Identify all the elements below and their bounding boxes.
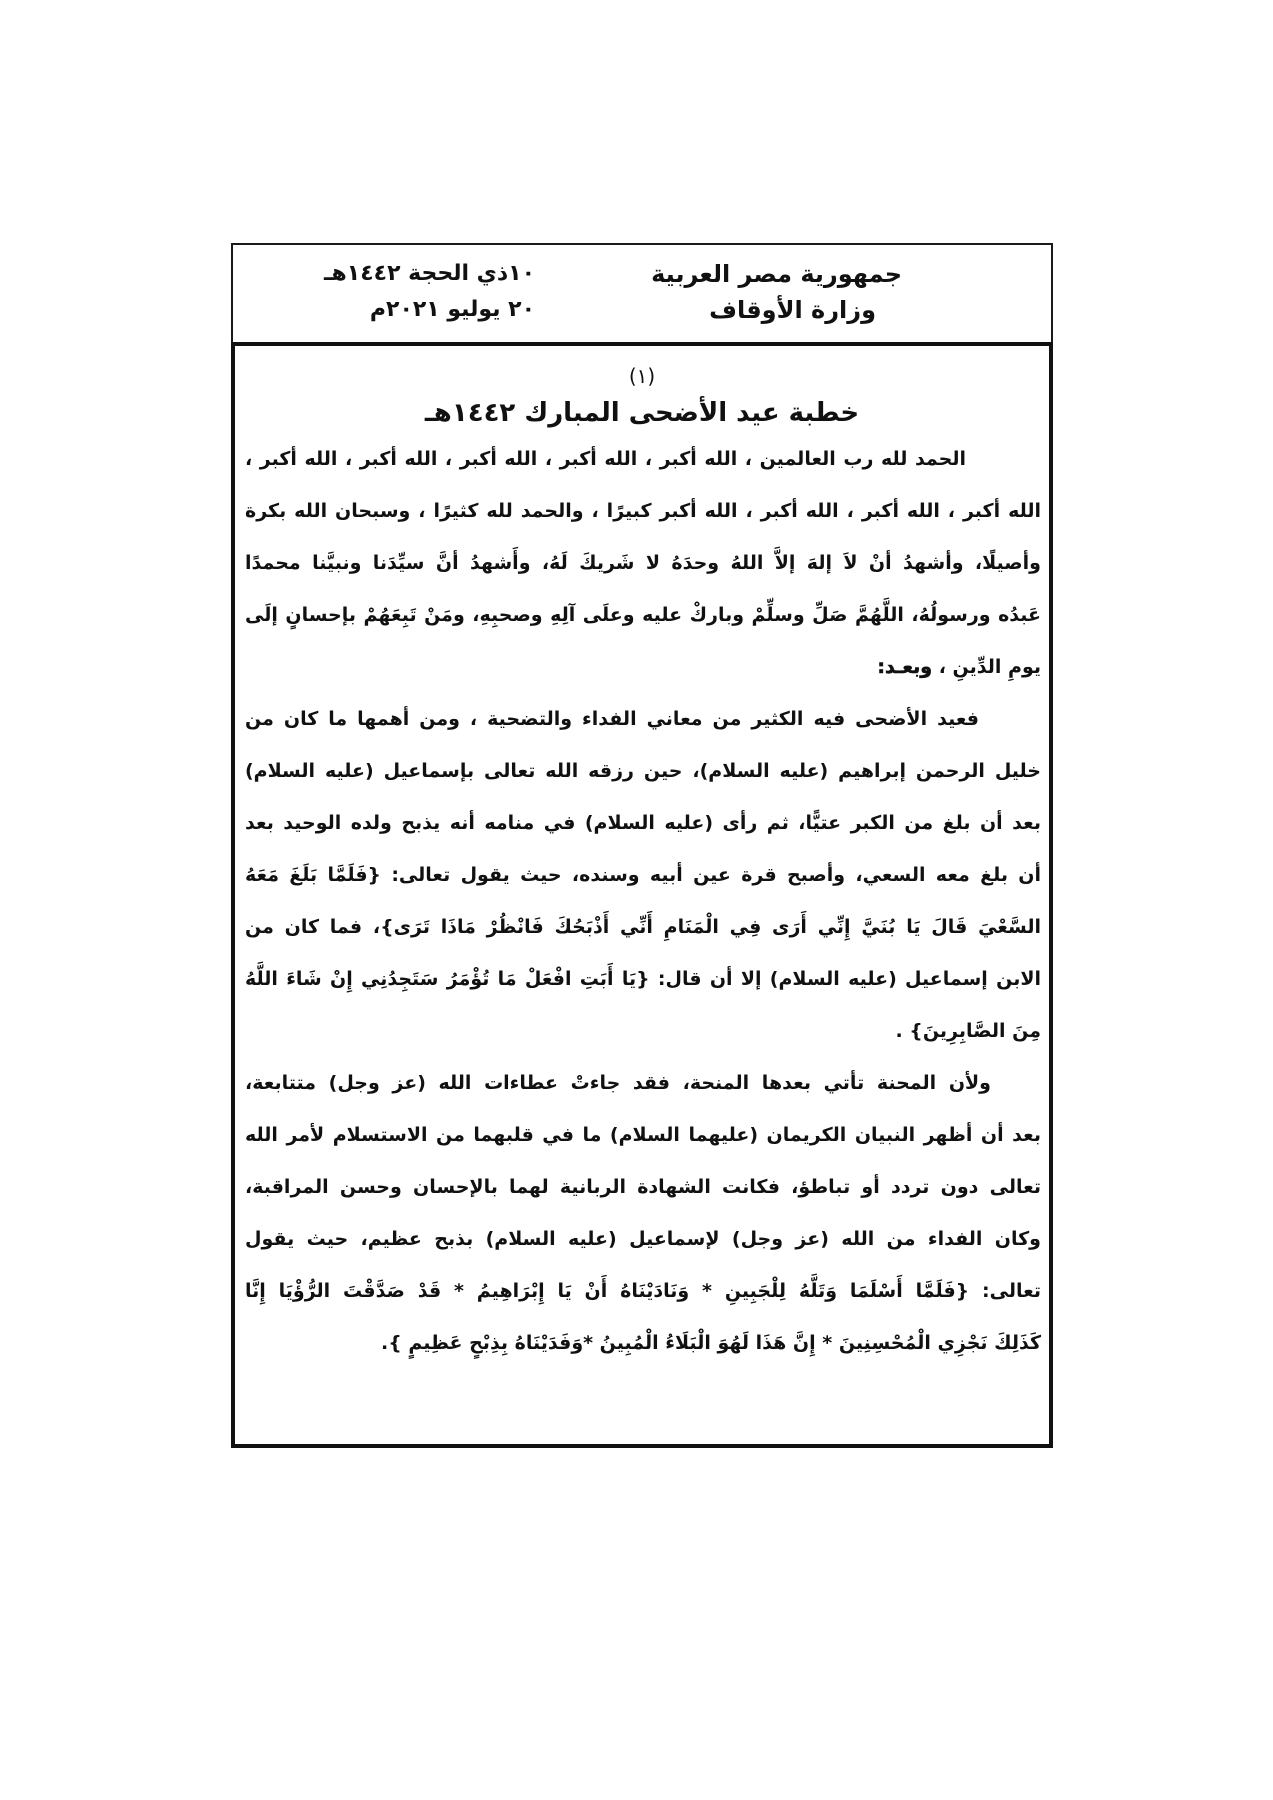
paragraph <box>245 693 1041 1057</box>
paragraph-line: وأصيلًا، وأشهدُ أنْ لاَ إلهَ إلاَّ اللهُ وحدَهُ لا شَريكَ لَهُ، وأَشهدُ أنَّ سيِّدَنا ونبيَّنا محمدًا <box>245 552 1041 574</box>
sermon-content-box <box>231 342 1053 1448</box>
sermon-title: خطبة عيد الأضحى المبارك ١٤٤٢هـ <box>424 398 860 428</box>
paragraph-line: بعد أن أظهر النبيان الكريمان (عليهما السلام) ما في قلبهما من الاستسلام لأمر الله <box>245 1124 1041 1146</box>
paragraph <box>245 433 1041 693</box>
ministry-name: وزارة الأوقاف <box>709 296 876 324</box>
page-number: (١) <box>628 364 656 388</box>
sermon-body <box>245 433 1041 1369</box>
country-name: جمهورية مصر العربية <box>651 260 902 288</box>
line-text: يومِ الدِّينِ ، <box>932 656 1041 678</box>
paragraph-line: الله أكبر ، الله أكبر ، الله أكبر ، الله أكبر كبيرًا ، والحمد لله كثيرًا ، وسبحان الله بكرة <box>245 500 1041 522</box>
paragraph-line: الحمد لله رب العالمين ، الله أكبر ، الله أكبر ، الله أكبر ، الله أكبر ، الله أكبر ، <box>245 448 966 470</box>
paragraph-line: تعالى: {فَلَمَّا أَسْلَمَا وَتَلَّهُ لِلْجَبِينِ * وَنَادَيْنَاهُ أَنْ يَا إِبْرَاهِيمُ * قَدْ صَدَّقْتَ الرُّؤْيَا إِنَّا <box>245 1280 1041 1302</box>
paragraph-line: الابن إسماعيل (عليه السلام) إلا أن قال: {يَا أَبَتِ افْعَلْ مَا تُؤْمَرُ سَتَجِدُنِي إِنْ شَاءَ اللَّهُ <box>245 968 1041 990</box>
paragraph-line: السَّعْيَ قَالَ يَا بُنَيَّ إِنِّي أَرَى فِي الْمَنَامِ أَنِّي أَذْبَحُكَ فَانْظُرْ مَاذَا تَرَى}، فما كان من <box>245 916 1041 938</box>
paragraph-line: كَذَلِكَ نَجْزِي الْمُحْسِنِينَ * إِنَّ هَذَا لَهُوَ الْبَلَاءُ الْمُبِينُ *وَفَدَيْنَاهُ بِذِبْحٍ عَظِيمٍ }. <box>381 1332 1041 1354</box>
gregorian-date: ٢٠ يوليو ٢٠٢١م <box>369 297 535 322</box>
paragraph-line: تعالى دون تردد أو تباطؤ، فكانت الشهادة الربانية لهما بالإحسان وحسن المراقبة، <box>245 1176 1041 1198</box>
header-box <box>231 243 1053 343</box>
emphasis-text: وبعـد: <box>877 656 933 678</box>
paragraph-line: عَبدُه ورسولُهُ، اللَّهُمَّ صَلِّ وسلِّمْ وباركْ عليه وعلَى آلِهِ وصحبِهِ، ومَنْ تَبِعَهُمْ بإحسانٍ إلَى <box>245 604 1041 626</box>
paragraph-line: بعد أن بلغ من الكبر عتيًّا، ثم رأى (عليه السلام) في منامه أنه يذبح ولده الوحيد بعد <box>245 812 1041 834</box>
paragraph-line: مِنَ الصَّابِرِينَ} . <box>895 1020 1041 1042</box>
paragraph-line: فعيد الأضحى فيه الكثير من معاني الفداء والتضحية ، ومن أهمها ما كان من <box>245 708 979 730</box>
paragraph-line <box>245 641 1041 693</box>
paragraph <box>245 1057 1041 1369</box>
paragraph-line: ولأن المحنة تأتي بعدها المنحة، فقد جاءتْ عطاءات الله (عز وجل) متتابعة، <box>245 1072 991 1094</box>
paragraph-line: خليل الرحمن إبراهيم (عليه السلام)، حين رزقه الله تعالى بإسماعيل (عليه السلام) <box>245 760 1041 782</box>
hijri-date: ١٠ذي الحجة ١٤٤٢هـ <box>324 261 535 286</box>
paragraph-line: أن بلغ معه السعي، وأصبح قرة عين أبيه وسنده، حيث يقول تعالى: {فَلَمَّا بَلَغَ مَعَهُ <box>245 864 1041 886</box>
paragraph-line: وكان الفداء من الله (عز وجل) لإسماعيل (عليه السلام) بذبح عظيم، حيث يقول <box>245 1228 1041 1250</box>
